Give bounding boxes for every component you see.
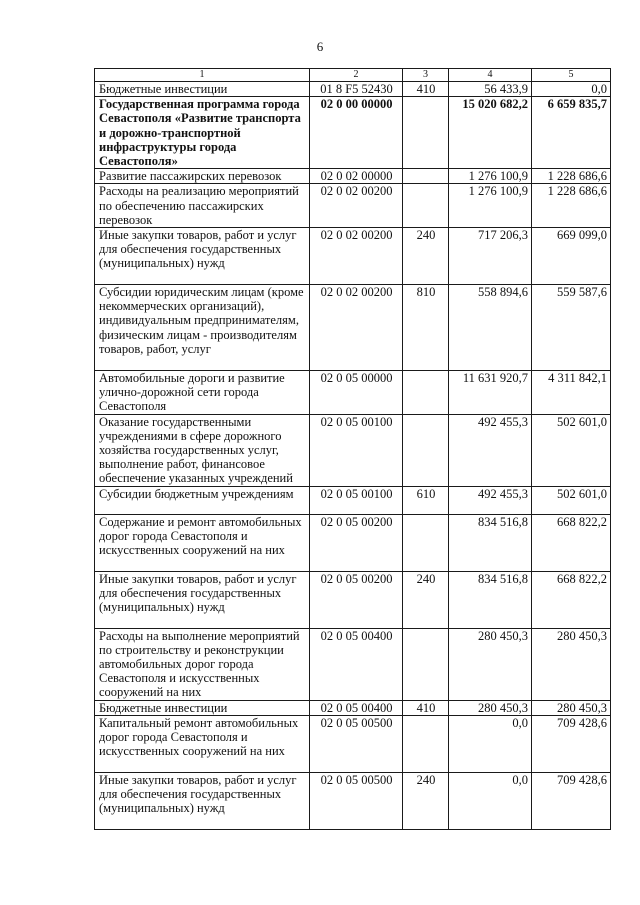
- row-value-col5-cell: 709 428,6: [532, 715, 611, 772]
- row-value-col4-cell: 834 516,8: [449, 514, 532, 571]
- row-code-cell: 02 0 05 00100: [310, 486, 403, 514]
- column-header-3: 3: [403, 69, 449, 82]
- table-row: [95, 82, 611, 97]
- row-code-cell: 02 0 02 00200: [310, 184, 403, 228]
- row-value-col5-cell: 709 428,6: [532, 772, 611, 829]
- row-name-cell: Субсидии бюджетным учреждениям: [95, 486, 310, 514]
- table-row: [95, 772, 611, 829]
- table-body: [95, 82, 611, 830]
- row-name-cell: Бюджетные инвестиции: [95, 700, 310, 715]
- table-row: [95, 486, 611, 514]
- row-code-cell: 02 0 05 00500: [310, 772, 403, 829]
- row-type-cell: 240: [403, 772, 449, 829]
- page-number: 6: [316, 39, 324, 54]
- row-code-cell: 02 0 05 00400: [310, 700, 403, 715]
- table-row: [95, 414, 611, 486]
- column-header-4: 4: [449, 69, 532, 82]
- row-value-col5-cell: 1 228 686,6: [532, 169, 611, 184]
- column-header-1: 1: [95, 69, 310, 82]
- row-code-cell: 02 0 00 00000: [310, 97, 403, 169]
- row-type-cell: [403, 184, 449, 228]
- row-type-cell: [403, 371, 449, 415]
- row-code-cell: 02 0 05 00400: [310, 628, 403, 700]
- row-value-col5-cell: 669 099,0: [532, 228, 611, 285]
- row-type-cell: [403, 715, 449, 772]
- row-code-cell: 02 0 02 00000: [310, 169, 403, 184]
- row-value-col4-cell: 558 894,6: [449, 285, 532, 371]
- table-row: [95, 285, 611, 371]
- row-value-col5-cell: 668 822,2: [532, 514, 611, 571]
- row-name-cell: Иные закупки товаров, работ и услуг для обеспечения государственных (муниципальных) нужд: [95, 571, 310, 628]
- table-row: [95, 700, 611, 715]
- table-row: [95, 169, 611, 184]
- row-type-cell: 610: [403, 486, 449, 514]
- row-name-cell: Субсидии юридическим лицам (кроме некоммерческих организаций), индивидуальным предпринимателям, физическим лицам - производителям товаров, работ, услуг: [95, 285, 310, 371]
- header-row: [95, 69, 611, 82]
- table-row: [95, 514, 611, 571]
- row-code-cell: 02 0 02 00200: [310, 285, 403, 371]
- row-value-col4-cell: 15 020 682,2: [449, 97, 532, 169]
- row-name-cell: Расходы на выполнение мероприятий по строительству и реконструкции автомобильных дорог города Севастополя и искусственных сооружений на них: [95, 628, 310, 700]
- row-name-cell: Государственная программа города Севастополя «Развитие транспорта и дорожно-транспортной инфраструктуры города Севастополя»: [95, 97, 310, 169]
- row-value-col5-cell: 1 228 686,6: [532, 184, 611, 228]
- row-value-col4-cell: 834 516,8: [449, 571, 532, 628]
- row-type-cell: [403, 628, 449, 700]
- table-row: [95, 184, 611, 228]
- row-value-col4-cell: 0,0: [449, 772, 532, 829]
- row-value-col4-cell: 1 276 100,9: [449, 169, 532, 184]
- table-header: [95, 69, 611, 82]
- row-code-cell: 02 0 05 00200: [310, 571, 403, 628]
- row-value-col4-cell: 11 631 920,7: [449, 371, 532, 415]
- row-name-cell: Развитие пассажирских перевозок: [95, 169, 310, 184]
- row-value-col5-cell: 6 659 835,7: [532, 97, 611, 169]
- row-type-cell: 410: [403, 82, 449, 97]
- table-row: [95, 97, 611, 169]
- row-code-cell: 02 0 05 00200: [310, 514, 403, 571]
- row-code-cell: 02 0 02 00200: [310, 228, 403, 285]
- row-name-cell: Бюджетные инвестиции: [95, 82, 310, 97]
- row-code-cell: 01 8 F5 52430: [310, 82, 403, 97]
- row-value-col5-cell: 559 587,6: [532, 285, 611, 371]
- row-type-cell: 810: [403, 285, 449, 371]
- budget-table: [94, 68, 611, 830]
- row-value-col4-cell: 56 433,9: [449, 82, 532, 97]
- row-value-col5-cell: 502 601,0: [532, 486, 611, 514]
- row-type-cell: 240: [403, 571, 449, 628]
- row-name-cell: Иные закупки товаров, работ и услуг для обеспечения государственных (муниципальных) нужд: [95, 228, 310, 285]
- row-code-cell: 02 0 05 00100: [310, 414, 403, 486]
- row-value-col5-cell: 668 822,2: [532, 571, 611, 628]
- row-name-cell: Иные закупки товаров, работ и услуг для обеспечения государственных (муниципальных) нужд: [95, 772, 310, 829]
- row-value-col5-cell: 502 601,0: [532, 414, 611, 486]
- row-name-cell: Капитальный ремонт автомобильных дорог города Севастополя и искусственных сооружений на них: [95, 715, 310, 772]
- row-value-col4-cell: 0,0: [449, 715, 532, 772]
- row-type-cell: [403, 97, 449, 169]
- row-value-col4-cell: 280 450,3: [449, 700, 532, 715]
- row-name-cell: Расходы на реализацию мероприятий по обеспечению пассажирских перевозок: [95, 184, 310, 228]
- column-header-5: 5: [532, 69, 611, 82]
- table-row: [95, 228, 611, 285]
- row-value-col5-cell: 4 311 842,1: [532, 371, 611, 415]
- row-value-col5-cell: 0,0: [532, 82, 611, 97]
- row-value-col5-cell: 280 450,3: [532, 628, 611, 700]
- row-code-cell: 02 0 05 00000: [310, 371, 403, 415]
- row-type-cell: [403, 414, 449, 486]
- table-row: [95, 571, 611, 628]
- row-type-cell: 240: [403, 228, 449, 285]
- column-header-2: 2: [310, 69, 403, 82]
- row-type-cell: [403, 514, 449, 571]
- row-code-cell: 02 0 05 00500: [310, 715, 403, 772]
- row-name-cell: Оказание государственными учреждениями в сфере дорожного хозяйства государственных услуг, выполнение работ, финансовое обеспечение указанных учреждений: [95, 414, 310, 486]
- row-value-col4-cell: 1 276 100,9: [449, 184, 532, 228]
- row-name-cell: Автомобильные дороги и развитие улично-дорожной сети города Севастополя: [95, 371, 310, 415]
- row-value-col4-cell: 492 455,3: [449, 486, 532, 514]
- row-value-col4-cell: 492 455,3: [449, 414, 532, 486]
- table-row: [95, 628, 611, 700]
- row-type-cell: 410: [403, 700, 449, 715]
- row-value-col4-cell: 280 450,3: [449, 628, 532, 700]
- table-row: [95, 715, 611, 772]
- table-row: [95, 371, 611, 415]
- row-name-cell: Содержание и ремонт автомобильных дорог города Севастополя и искусственных сооружений на них: [95, 514, 310, 571]
- row-value-col4-cell: 717 206,3: [449, 228, 532, 285]
- row-type-cell: [403, 169, 449, 184]
- row-value-col5-cell: 280 450,3: [532, 700, 611, 715]
